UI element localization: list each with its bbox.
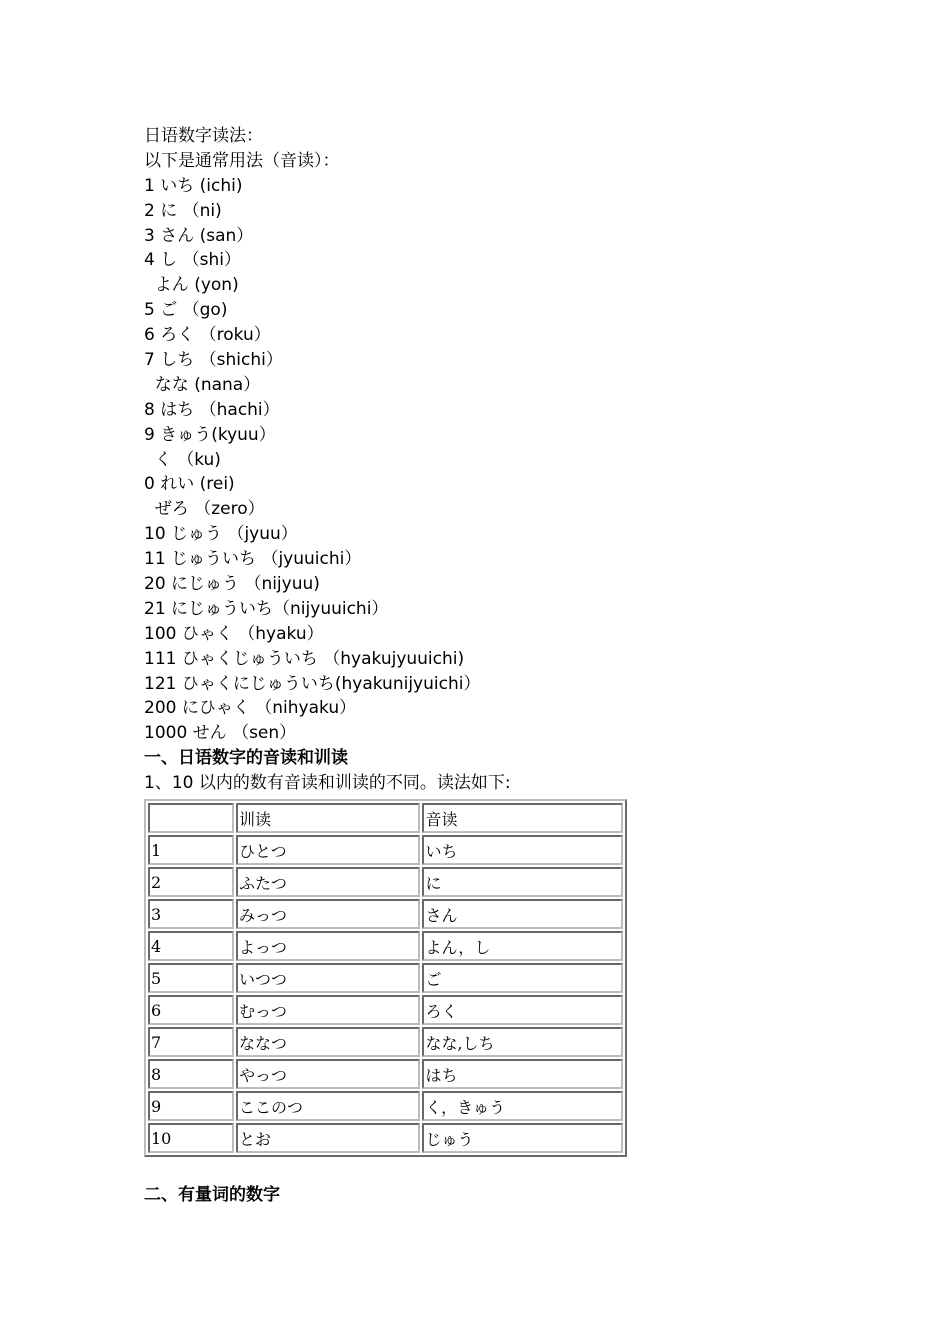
reading-line: 1 いち (ichi) [144,175,243,196]
reading-line: 9 きゅう(kyuu） [144,424,276,445]
table-cell: 10 [148,1123,234,1153]
document-body [144,124,904,1208]
table-cell: やっつ [236,1059,420,1089]
table-row [148,995,623,1025]
section-2-title: 二、有量词的数字 [144,1185,280,1206]
document-title: 日语数字读法： [144,126,263,146]
table-row [148,1123,623,1153]
table-cell: とお [236,1123,420,1153]
table-row [148,1027,623,1057]
table-cell: 5 [148,963,234,993]
reading-line: よん (yon) [144,275,239,296]
reading-line: なな (nana） [144,374,261,395]
table-row [148,963,623,993]
table-cell: 6 [148,995,234,1025]
reading-line: 1000 せん （sen） [144,723,297,744]
table-cell: 9 [148,1091,234,1121]
table-cell: ろく [422,995,623,1025]
table-cell: く，きゅう [422,1091,623,1121]
reading-line: 7 しち （shichi） [144,350,283,371]
table-cell: はち [422,1059,623,1089]
table-header-cell [148,803,234,833]
reading-line: 0 れい (rei) [144,474,235,495]
table-row [148,1059,623,1089]
reading-line: 11 じゅういち （jyuuichi） [144,549,362,570]
table-cell: ご [422,963,623,993]
reading-line: 8 はち （hachi） [144,399,280,420]
section-1-intro: 1、10 以内的数有音读和训读的不同。读法如下: [144,773,511,794]
table-header-row [148,803,623,833]
reading-line: 20 にじゅう （nijyuu) [144,574,320,595]
table-header-cell: 训读 [236,803,420,833]
reading-line: 200 にひゃく （nihyaku） [144,698,357,719]
table-row [148,867,623,897]
table-cell: 2 [148,867,234,897]
intro-text: 以下是通常用法（音读）： [144,150,340,171]
reading-line: 111 ひゃくじゅういち （hyakujyuuichi) [144,648,465,669]
table-cell: ひとつ [236,835,420,865]
reading-line: ぜろ （zero） [144,499,265,520]
section-1-title: 一、日语数字的音读和训读 [144,748,348,769]
reading-line: 21 にじゅういち（nijyuuichi） [144,598,389,619]
table-cell: いつつ [236,963,420,993]
table-row [148,899,623,929]
table-cell: ここのつ [236,1091,420,1121]
table-row [148,931,623,961]
table-cell: よん，し [422,931,623,961]
table-cell: に [422,867,623,897]
reading-line: 3 さん (san） [144,225,254,246]
reading-line: 4 し （shi） [144,250,241,271]
table-row [148,835,623,865]
reading-line: 5 ご （go) [144,300,228,321]
table-cell: 3 [148,899,234,929]
readings-table [144,799,627,1157]
table-cell: 4 [148,931,234,961]
reading-line: 10 じゅう （jyuu） [144,524,298,545]
table-cell: ふたつ [236,867,420,897]
reading-line: 121 ひゃくにじゅういち(hyakunijyuichi） [144,673,481,694]
reading-line: 2 に （ni) [144,200,222,221]
table-cell: みっつ [236,899,420,929]
table-cell: 7 [148,1027,234,1057]
table-header-cell: 音读 [422,803,623,833]
table-cell: よっつ [236,931,420,961]
reading-line: 6 ろく （roku） [144,325,271,346]
table-cell: なな,しち [422,1027,623,1057]
table-cell: いち [422,835,623,865]
table-row [148,1091,623,1121]
table-cell: むっつ [236,995,420,1025]
reading-line: 100 ひゃく （hyaku） [144,623,324,644]
table-cell: ななつ [236,1027,420,1057]
table-cell: 8 [148,1059,234,1089]
table-cell: 1 [148,835,234,865]
readings-list [144,174,904,746]
reading-line: く （ku) [144,449,221,470]
table-cell: じゅう [422,1123,623,1153]
table-cell: さん [422,899,623,929]
